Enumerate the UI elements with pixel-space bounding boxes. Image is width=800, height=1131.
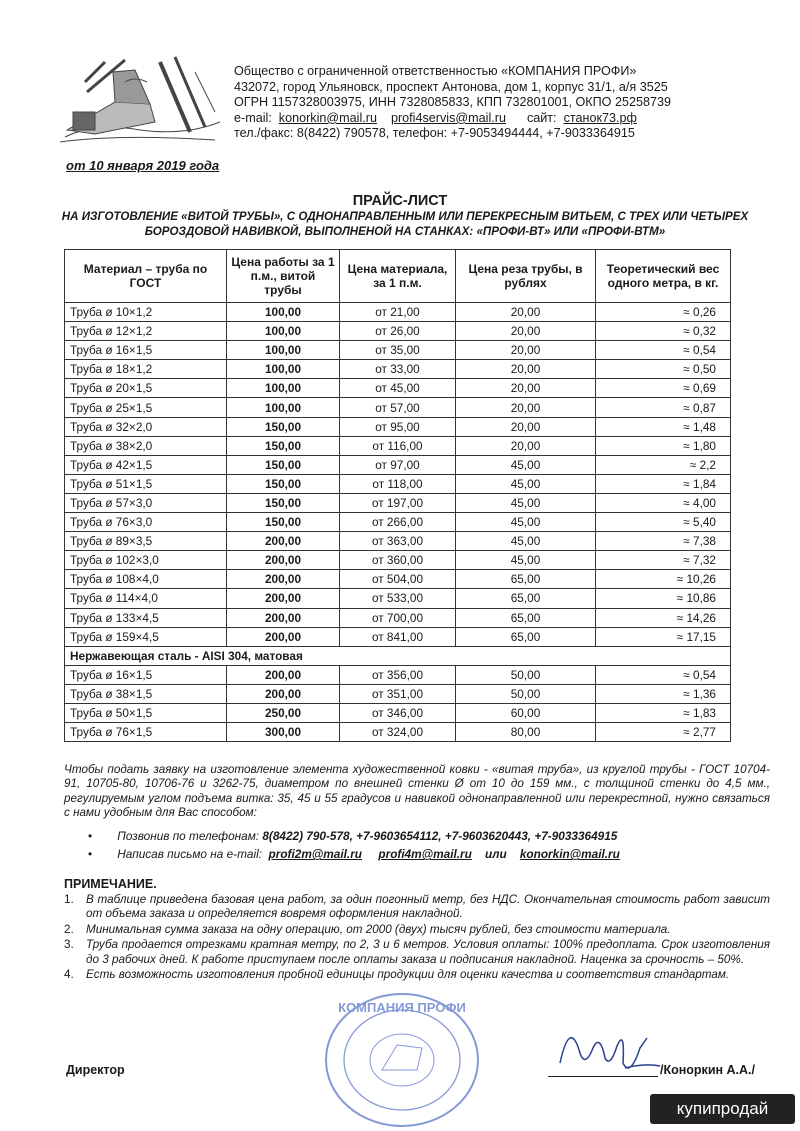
material-cell: Труба ø 76×1,5 xyxy=(65,723,227,742)
work-price-cell: 150,00 xyxy=(227,417,340,436)
cut-price-cell: 45,00 xyxy=(456,551,596,570)
table-row xyxy=(65,360,731,379)
email-link-konorkin[interactable]: konorkin@mail.ru xyxy=(278,110,377,125)
table-row xyxy=(65,417,731,436)
material-price-cell: от 57,00 xyxy=(340,398,456,417)
material-cell: Труба ø 133×4,5 xyxy=(65,608,227,627)
work-price-cell: 300,00 xyxy=(227,723,340,742)
table-row xyxy=(65,532,731,551)
table-row xyxy=(65,322,731,341)
material-cell: Труба ø 102×3,0 xyxy=(65,551,227,570)
weight-cell: ≈ 0,50 xyxy=(596,360,731,379)
section-label: Нержавеющая сталь - AISI 304, матовая xyxy=(65,646,731,665)
weight-cell: ≈ 7,38 xyxy=(596,532,731,551)
material-cell: Труба ø 38×1,5 xyxy=(65,684,227,703)
material-price-cell: от 97,00 xyxy=(340,455,456,474)
material-price-cell: от 21,00 xyxy=(340,303,456,322)
table-row xyxy=(65,303,731,322)
table-row xyxy=(65,684,731,703)
work-price-cell: 200,00 xyxy=(227,684,340,703)
weight-cell: ≈ 1,48 xyxy=(596,417,731,436)
weight-cell: ≈ 0,54 xyxy=(596,665,731,684)
cut-price-cell: 45,00 xyxy=(456,532,596,551)
table-row xyxy=(65,436,731,455)
bullet-icon: • xyxy=(88,847,93,861)
anvil-tools-logo xyxy=(55,42,225,154)
company-stamp xyxy=(322,990,482,1130)
contact-phone-item: • Позвонив по телефонам: 8(8422) 790-578, +7-9603654112, +7-9603620443, +7-9033364915 xyxy=(88,829,618,843)
cut-price-cell: 65,00 xyxy=(456,608,596,627)
work-price-cell: 150,00 xyxy=(227,474,340,493)
cut-price-cell: 45,00 xyxy=(456,474,596,493)
cut-price-cell: 45,00 xyxy=(456,493,596,512)
work-price-cell: 100,00 xyxy=(227,341,340,360)
table-row xyxy=(65,493,731,512)
weight-cell: ≈ 2,2 xyxy=(596,455,731,474)
weight-cell: ≈ 10,26 xyxy=(596,570,731,589)
cut-price-cell: 20,00 xyxy=(456,341,596,360)
material-cell: Труба ø 159×4,5 xyxy=(65,627,227,646)
material-price-cell: от 197,00 xyxy=(340,493,456,512)
weight-cell: ≈ 1,83 xyxy=(596,703,731,722)
cut-price-cell: 20,00 xyxy=(456,303,596,322)
material-cell: Труба ø 16×1,5 xyxy=(65,341,227,360)
material-price-cell: от 95,00 xyxy=(340,417,456,436)
material-price-cell: от 360,00 xyxy=(340,551,456,570)
material-price-cell: от 504,00 xyxy=(340,570,456,589)
table-row xyxy=(65,379,731,398)
material-price-cell: от 33,00 xyxy=(340,360,456,379)
weight-cell: ≈ 0,26 xyxy=(596,303,731,322)
weight-cell: ≈ 7,32 xyxy=(596,551,731,570)
work-price-cell: 100,00 xyxy=(227,379,340,398)
material-cell: Труба ø 18×1,2 xyxy=(65,360,227,379)
page-title: ПРАЙС-ЛИСТ xyxy=(352,193,448,209)
material-price-cell: от 346,00 xyxy=(340,703,456,722)
table-row xyxy=(65,570,731,589)
company-info xyxy=(234,64,671,142)
table-row xyxy=(65,665,731,684)
work-price-cell: 100,00 xyxy=(227,398,340,417)
table-row xyxy=(65,455,731,474)
cut-price-cell: 20,00 xyxy=(456,360,596,379)
column-header: Цена материала, за 1 п.м. xyxy=(340,250,456,303)
contact-phones: 8(8422) 790-578, +7-9603654112, +7-9603620443, +7-9033364915 xyxy=(262,829,618,843)
weight-cell: ≈ 0,69 xyxy=(596,379,731,398)
material-price-cell: от 266,00 xyxy=(340,513,456,532)
weight-cell: ≈ 1,36 xyxy=(596,684,731,703)
cut-price-cell: 80,00 xyxy=(456,723,596,742)
document-date: от 10 января 2019 года xyxy=(66,158,220,173)
cut-price-cell: 60,00 xyxy=(456,703,596,722)
material-cell: Труба ø 32×2,0 xyxy=(65,417,227,436)
work-price-cell: 250,00 xyxy=(227,703,340,722)
contact-email-item: • Написав письмо на e-mail: profi2m@mail.ru profi4m@mail.ru или konorkin@mail.ru xyxy=(88,847,620,861)
material-price-cell: от 533,00 xyxy=(340,589,456,608)
weight-cell: ≈ 2,77 xyxy=(596,723,731,742)
price-table xyxy=(64,249,731,742)
page-subtitle: НА ИЗГОТОВЛЕНИЕ «ВИТОЙ ТРУБЫ», С ОДНОНАПРАВЛЕННЫМ ИЛИ ПЕРЕКРЕСНЫМ ВИТЬЕМ, С ТРЕХ ИЛИ ЧЕТЫРЕХ БОРОЗДОВОЙ НАВИВКОЙ, ВЫПОЛНЕНОЙ НА СТАНКАХ: «ПРОФИ-ВТ» ИЛИ «ПРОФИ-ВТМ» xyxy=(61,210,749,238)
cut-price-cell: 20,00 xyxy=(456,322,596,341)
work-price-cell: 100,00 xyxy=(227,360,340,379)
material-cell: Труба ø 50×1,5 xyxy=(65,703,227,722)
cut-price-cell: 65,00 xyxy=(456,589,596,608)
table-row xyxy=(65,474,731,493)
material-price-cell: от 351,00 xyxy=(340,684,456,703)
email-link-konorkin-2[interactable]: konorkin@mail.ru xyxy=(519,847,620,861)
table-row xyxy=(65,608,731,627)
cut-price-cell: 20,00 xyxy=(456,417,596,436)
material-cell: Труба ø 10×1,2 xyxy=(65,303,227,322)
weight-cell: ≈ 5,40 xyxy=(596,513,731,532)
material-cell: Труба ø 51×1,5 xyxy=(65,474,227,493)
order-instructions: Чтобы подать заявку на изготовление элемента художественной ковки - «витая труба», из круглой трубы - ГОСТ 10704-91, 10705-80, 10706-76 и 3262-75, диаметром по внешней стенки Ø от 10 до 159 мм., с толщиной стенки до 4,5 мм., регулируемым углом подъема витка: 35, 45 и 55 градусов и навивкой однонаправленной или перекрестной, нужно связаться с нами удобным для Вас способом: xyxy=(64,763,770,820)
email-link-profi4servis[interactable]: profi4servis@mail.ru xyxy=(390,110,506,125)
section-row xyxy=(65,646,731,665)
company-address: 432072, город Ульяновск, проспект Антонова, дом 1, корпус 31/1, а/я 3525 xyxy=(234,79,668,94)
work-price-cell: 200,00 xyxy=(227,627,340,646)
watermark-badge: купипродай xyxy=(650,1094,795,1124)
weight-cell: ≈ 0,32 xyxy=(596,322,731,341)
company-emails: e-mail: konorkin@mail.ru profi4servis@mail.ru сайт: станок73.рф xyxy=(234,110,637,125)
bullet-icon: • xyxy=(88,829,93,843)
company-phones: тел./факс: 8(8422) 790578, телефон: +7-9053494444, +7-9033364915 xyxy=(234,126,635,141)
column-header: Цена работы за 1 п.м., витой трубы xyxy=(227,250,340,303)
column-header: Материал – труба по ГОСТ xyxy=(65,250,227,303)
cut-price-cell: 50,00 xyxy=(456,665,596,684)
material-price-cell: от 700,00 xyxy=(340,608,456,627)
notes-list xyxy=(64,893,770,983)
contact-list xyxy=(88,827,620,863)
director-signature xyxy=(555,1008,665,1083)
note-item: 4. Есть возможность изготовления пробной единицы продукции для оценки качества и соответствия стандартам. xyxy=(64,968,730,982)
signature-line xyxy=(548,1076,658,1077)
material-cell: Труба ø 108×4,0 xyxy=(65,570,227,589)
material-price-cell: от 356,00 xyxy=(340,665,456,684)
cut-price-cell: 20,00 xyxy=(456,379,596,398)
note-item: 3. Труба продается отрезками кратная метру, по 2, 3 и 6 метров. Условия оплаты: 100% предоплата. Срок изготовления до 3 рабочих дней. К работе приступаем после оплаты заказа и подписания накладной. Наценка за срочность – 50%. xyxy=(64,938,770,966)
material-price-cell: от 324,00 xyxy=(340,723,456,742)
cut-price-cell: 20,00 xyxy=(456,436,596,455)
material-price-cell: от 35,00 xyxy=(340,341,456,360)
weight-cell: ≈ 17,15 xyxy=(596,627,731,646)
material-cell: Труба ø 57×3,0 xyxy=(65,493,227,512)
cut-price-cell: 45,00 xyxy=(456,455,596,474)
director-label: Директор xyxy=(66,1063,125,1077)
work-price-cell: 150,00 xyxy=(227,513,340,532)
material-price-cell: от 45,00 xyxy=(340,379,456,398)
cut-price-cell: 65,00 xyxy=(456,570,596,589)
material-cell: Труба ø 16×1,5 xyxy=(65,665,227,684)
weight-cell: ≈ 4,00 xyxy=(596,493,731,512)
note-item: 2. Минимальная сумма заказа на одну операцию, от 2000 (двух) тысяч рублей, без стоимости материала. xyxy=(64,922,671,936)
work-price-cell: 200,00 xyxy=(227,665,340,684)
table-row xyxy=(65,551,731,570)
weight-cell: ≈ 0,87 xyxy=(596,398,731,417)
material-cell: Труба ø 25×1,5 xyxy=(65,398,227,417)
weight-cell: ≈ 1,80 xyxy=(596,436,731,455)
material-price-cell: от 841,00 xyxy=(340,627,456,646)
weight-cell: ≈ 1,84 xyxy=(596,474,731,493)
table-row xyxy=(65,398,731,417)
work-price-cell: 100,00 xyxy=(227,322,340,341)
material-cell: Труба ø 42×1,5 xyxy=(65,455,227,474)
material-cell: Труба ø 76×3,0 xyxy=(65,513,227,532)
table-row xyxy=(65,589,731,608)
email-link-profi2m[interactable]: profi2m@mail.ru xyxy=(268,847,362,861)
work-price-cell: 150,00 xyxy=(227,493,340,512)
svg-text:КОМПАНИЯ ПРОФИ: КОМПАНИЯ ПРОФИ xyxy=(338,1000,466,1015)
work-price-cell: 200,00 xyxy=(227,532,340,551)
table-row xyxy=(65,703,731,722)
table-row xyxy=(65,341,731,360)
column-header: Теоретический вес одного метра, в кг. xyxy=(596,250,731,303)
material-cell: Труба ø 20×1,5 xyxy=(65,379,227,398)
table-row xyxy=(65,513,731,532)
material-cell: Труба ø 12×1,2 xyxy=(65,322,227,341)
table-row xyxy=(65,627,731,646)
material-price-cell: от 363,00 xyxy=(340,532,456,551)
table-header-row xyxy=(65,250,731,303)
material-cell: Труба ø 38×2,0 xyxy=(65,436,227,455)
company-registration: ОГРН 1157328003975, ИНН 7328085833, КПП 732801001, ОКПО 25258739 xyxy=(234,95,671,110)
table-row xyxy=(65,723,731,742)
note-item: 1. В таблице приведена базовая цена работ, за один погонный метр, без НДС. Окончательная стоимость работ зависит от объема заказа и определяется вовремя оформления накладной. xyxy=(64,893,770,921)
company-name: Общество с ограниченной ответственностью «КОМПАНИЯ ПРОФИ» xyxy=(234,64,637,78)
material-cell: Труба ø 114×4,0 xyxy=(65,589,227,608)
work-price-cell: 200,00 xyxy=(227,608,340,627)
weight-cell: ≈ 10,86 xyxy=(596,589,731,608)
cut-price-cell: 50,00 xyxy=(456,684,596,703)
work-price-cell: 200,00 xyxy=(227,570,340,589)
work-price-cell: 200,00 xyxy=(227,589,340,608)
material-price-cell: от 26,00 xyxy=(340,322,456,341)
material-price-cell: от 118,00 xyxy=(340,474,456,493)
cut-price-cell: 20,00 xyxy=(456,398,596,417)
site-link[interactable]: станок73.рф xyxy=(563,110,637,125)
signer-name: /Коноркин А.А./ xyxy=(660,1063,755,1077)
work-price-cell: 200,00 xyxy=(227,551,340,570)
work-price-cell: 100,00 xyxy=(227,303,340,322)
column-header: Цена реза трубы, в рублях xyxy=(456,250,596,303)
work-price-cell: 150,00 xyxy=(227,436,340,455)
notes-title: ПРИМЕЧАНИЕ. xyxy=(64,877,157,891)
cut-price-cell: 65,00 xyxy=(456,627,596,646)
work-price-cell: 150,00 xyxy=(227,455,340,474)
cut-price-cell: 45,00 xyxy=(456,513,596,532)
material-cell: Труба ø 89×3,5 xyxy=(65,532,227,551)
weight-cell: ≈ 14,26 xyxy=(596,608,731,627)
email-link-profi4m[interactable]: profi4m@mail.ru xyxy=(378,847,472,861)
weight-cell: ≈ 0,54 xyxy=(596,341,731,360)
material-price-cell: от 116,00 xyxy=(340,436,456,455)
